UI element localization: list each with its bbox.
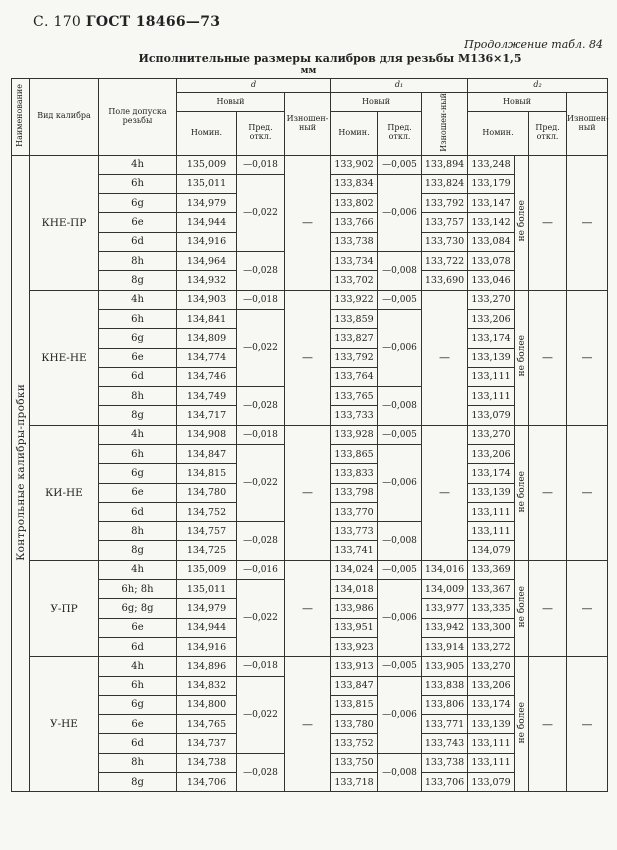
d-nominal: 135,011 (177, 580, 237, 599)
tolerance-grade: 6d (99, 232, 177, 251)
tolerance-grade: 6d (99, 637, 177, 656)
d2-nominal: 133,248 (468, 155, 515, 174)
d2-worn-dash: — (567, 155, 608, 290)
d1-worn: 133,905 (422, 657, 468, 676)
d-nominal: 135,011 (177, 174, 237, 193)
d-nominal: 134,979 (177, 599, 237, 618)
tolerance-grade: 8h (99, 252, 177, 271)
d2-nominal: 133,300 (468, 618, 515, 637)
tolerance-grade: 6g (99, 695, 177, 714)
d2-deviation-dash: — (529, 560, 567, 656)
d1-deviation: —0,005 (378, 290, 422, 309)
d1-worn: 133,942 (422, 618, 468, 637)
col-d-pred: Пред. откл. (237, 112, 285, 156)
d-nominal: 135,009 (177, 155, 237, 174)
d1-deviation: —0,008 (378, 522, 422, 561)
d1-worn: 133,824 (422, 174, 468, 193)
d1-deviation: —0,006 (378, 676, 422, 753)
d-nominal: 134,847 (177, 444, 237, 463)
tolerance-grade: 4h (99, 425, 177, 444)
d1-nominal: 133,765 (331, 387, 378, 406)
d-deviation: —0,018 (237, 657, 285, 676)
gauge-type-name: У-ПР (30, 560, 99, 656)
d1-worn: 133,771 (422, 715, 468, 734)
d2-limit-cell (515, 425, 529, 560)
d1-worn: 133,838 (422, 676, 468, 695)
d-nominal: 134,841 (177, 309, 237, 328)
d-nominal: 134,903 (177, 290, 237, 309)
col-d2-nom: Номин. (468, 112, 529, 156)
tolerance-grade: 6g (99, 194, 177, 213)
d2-nominal: 133,046 (468, 271, 515, 290)
d1-nominal: 133,815 (331, 695, 378, 714)
d1-nominal: 133,733 (331, 406, 378, 425)
d-deviation: —0,028 (237, 522, 285, 561)
d1-deviation: —0,006 (378, 174, 422, 251)
d1-nominal: 133,792 (331, 348, 378, 367)
tolerance-grade: 6e (99, 715, 177, 734)
d-nominal: 134,800 (177, 695, 237, 714)
d-nominal: 134,916 (177, 232, 237, 251)
tolerance-grade: 6h (99, 309, 177, 328)
d2-nominal: 133,272 (468, 637, 515, 656)
d2-nominal: 133,270 (468, 290, 515, 309)
d1-deviation: —0,006 (378, 309, 422, 386)
gauge-type-name: КНЕ-ПР (30, 155, 99, 290)
d2-limit-note: не более (516, 586, 527, 628)
d-deviation: —0,022 (237, 174, 285, 251)
d-nominal: 134,979 (177, 194, 237, 213)
d1-worn: 133,757 (422, 213, 468, 232)
d1-nominal: 133,750 (331, 753, 378, 772)
table-body (12, 155, 608, 792)
d1-nominal: 134,018 (331, 580, 378, 599)
d-nominal: 134,809 (177, 329, 237, 348)
d2-limit-note: не более (516, 702, 527, 744)
tolerance-grade: 6g (99, 464, 177, 483)
d1-worn: 133,730 (422, 232, 468, 251)
d2-worn-dash: — (567, 560, 608, 656)
d1-nominal: 133,859 (331, 309, 378, 328)
d1-nominal: 133,928 (331, 425, 378, 444)
d2-nominal: 133,367 (468, 580, 515, 599)
col-vid: Вид калибра (30, 79, 99, 156)
d-worn-dash: — (285, 290, 331, 425)
d1-nominal: 133,865 (331, 444, 378, 463)
d2-worn-dash: — (567, 657, 608, 792)
d2-limit-cell (515, 560, 529, 656)
d2-nominal: 133,139 (468, 483, 515, 502)
d1-nominal: 133,913 (331, 657, 378, 676)
d1-worn: 133,806 (422, 695, 468, 714)
d1-nominal: 133,833 (331, 464, 378, 483)
d1-nominal: 133,770 (331, 502, 378, 521)
d-deviation: —0,028 (237, 753, 285, 792)
d2-deviation-dash: — (529, 425, 567, 560)
table-row (12, 657, 608, 676)
gauge-type-name: КИ-НЕ (30, 425, 99, 560)
tolerance-grade: 6e (99, 213, 177, 232)
group-label: Контрольные калибры-пробки (14, 383, 27, 561)
d2-nominal: 133,111 (468, 502, 515, 521)
d1-deviation: —0,008 (378, 252, 422, 291)
d2-nominal: 133,079 (468, 406, 515, 425)
tolerance-grade: 8h (99, 753, 177, 772)
d-nominal: 135,009 (177, 560, 237, 579)
d1-nominal: 134,024 (331, 560, 378, 579)
col-d: d (177, 79, 331, 93)
d1-nominal: 133,798 (331, 483, 378, 502)
d2-nominal: 133,111 (468, 522, 515, 541)
d1-nominal: 133,827 (331, 329, 378, 348)
d1-worn: 133,914 (422, 637, 468, 656)
d1-deviation: —0,005 (378, 560, 422, 579)
d-worn-dash: — (285, 425, 331, 560)
d1-nominal: 133,734 (331, 252, 378, 271)
d-nominal: 134,725 (177, 541, 237, 560)
d2-limit-cell (515, 657, 529, 792)
d-deviation: —0,028 (237, 387, 285, 426)
d2-limit-note: не более (516, 470, 527, 512)
d2-limit-note: не более (516, 335, 527, 377)
d-deviation: —0,018 (237, 425, 285, 444)
table-title: Исполнительные размеры калибров для резьбы М136×1,5 (138, 52, 522, 65)
d1-worn: 133,977 (422, 599, 468, 618)
tolerance-grade: 6d (99, 734, 177, 753)
d1-deviation: —0,008 (378, 387, 422, 426)
d2-nominal: 133,079 (468, 773, 515, 792)
d2-nominal: 133,078 (468, 252, 515, 271)
d2-nominal: 133,139 (468, 715, 515, 734)
d2-nominal: 133,147 (468, 194, 515, 213)
d-nominal: 134,717 (177, 406, 237, 425)
tolerance-grade: 4h (99, 290, 177, 309)
d1-nominal: 133,718 (331, 773, 378, 792)
col-d2-izn: Изношен-ный (567, 93, 608, 156)
tolerance-grade: 4h (99, 657, 177, 676)
d2-deviation-dash: — (529, 290, 567, 425)
d1-nominal: 133,780 (331, 715, 378, 734)
d-nominal: 134,746 (177, 367, 237, 386)
d2-nominal: 133,111 (468, 734, 515, 753)
gauge-type-name: КНЕ-НЕ (30, 290, 99, 425)
tolerance-grade: 8h (99, 522, 177, 541)
d2-nominal: 133,179 (468, 174, 515, 193)
d2-nominal: 133,174 (468, 329, 515, 348)
col-d1-new: Новый (331, 93, 422, 112)
table-row (12, 290, 608, 309)
d-nominal: 134,908 (177, 425, 237, 444)
d-deviation: —0,022 (237, 676, 285, 753)
dimensions-table (11, 78, 608, 792)
d1-worn: 134,009 (422, 580, 468, 599)
d-nominal: 134,964 (177, 252, 237, 271)
d1-nominal: 133,986 (331, 599, 378, 618)
d2-limit-note: не более (516, 200, 527, 242)
col-naimenovanie: Наименование (12, 79, 30, 156)
d-deviation: —0,022 (237, 580, 285, 657)
d-nominal: 134,944 (177, 213, 237, 232)
d-nominal: 134,916 (177, 637, 237, 656)
tolerance-grade: 8g (99, 773, 177, 792)
d2-nominal: 133,111 (468, 387, 515, 406)
tolerance-grade: 8g (99, 541, 177, 560)
d1-nominal: 133,922 (331, 290, 378, 309)
d-worn-dash: — (285, 560, 331, 656)
d2-nominal: 133,174 (468, 695, 515, 714)
d-nominal: 134,832 (177, 676, 237, 695)
table-row (12, 560, 608, 579)
col-d2-new: Новый (468, 93, 567, 112)
d-nominal: 134,765 (177, 715, 237, 734)
d2-limit-cell (515, 155, 529, 290)
d-nominal: 134,932 (177, 271, 237, 290)
d-nominal: 134,752 (177, 502, 237, 521)
d1-nominal: 133,951 (331, 618, 378, 637)
d-nominal: 134,738 (177, 753, 237, 772)
col-d-nom: Номин. (177, 112, 237, 156)
d-nominal: 134,944 (177, 618, 237, 637)
d2-nominal: 133,206 (468, 676, 515, 695)
tolerance-grade: 6e (99, 618, 177, 637)
tolerance-grade: 8h (99, 387, 177, 406)
d-nominal: 134,737 (177, 734, 237, 753)
d-worn-dash: — (285, 657, 331, 792)
d1-deviation: —0,005 (378, 657, 422, 676)
d1-worn: 133,690 (422, 271, 468, 290)
d2-nominal: 133,369 (468, 560, 515, 579)
d2-nominal: 133,139 (468, 348, 515, 367)
col-pole: Поле допуска резьбы (99, 79, 177, 156)
d2-deviation-dash: — (529, 657, 567, 792)
tolerance-grade: 6d (99, 502, 177, 521)
d2-nominal: 133,111 (468, 367, 515, 386)
d1-nominal: 133,773 (331, 522, 378, 541)
tolerance-grade: 8g (99, 406, 177, 425)
tolerance-grade: 6h (99, 676, 177, 695)
tolerance-grade: 6e (99, 348, 177, 367)
col-d2-pred: Пред. откл. (529, 112, 567, 156)
group-label-cell (12, 155, 30, 792)
col-d1-pred: Пред. откл. (378, 112, 422, 156)
tolerance-grade: 6h (99, 444, 177, 463)
d2-worn-dash: — (567, 290, 608, 425)
tolerance-grade: 6h (99, 174, 177, 193)
d2-nominal: 133,174 (468, 464, 515, 483)
d2-nominal: 133,111 (468, 753, 515, 772)
col-d2: d₂ (468, 79, 608, 93)
d-nominal: 134,780 (177, 483, 237, 502)
d2-nominal: 133,206 (468, 309, 515, 328)
tolerance-grade: 6g; 8g (99, 599, 177, 618)
d-deviation: —0,028 (237, 252, 285, 291)
d1-worn-dash: — (422, 425, 468, 560)
d1-worn: 133,894 (422, 155, 468, 174)
d1-worn: 133,706 (422, 773, 468, 792)
d1-nominal: 133,802 (331, 194, 378, 213)
col-d1-nom: Номин. (331, 112, 378, 156)
d1-worn-dash: — (422, 290, 468, 425)
tolerance-grade: 6h; 8h (99, 580, 177, 599)
page-prefix: С. 170 (33, 14, 82, 30)
d1-worn: 133,792 (422, 194, 468, 213)
col-d-new: Новый (177, 93, 285, 112)
d1-worn: 133,738 (422, 753, 468, 772)
continuation-note: Продолжение табл. 84 (464, 38, 603, 51)
gauge-type-name: У-НЕ (30, 657, 99, 792)
d1-deviation: —0,005 (378, 425, 422, 444)
tolerance-grade: 4h (99, 155, 177, 174)
d-nominal: 134,757 (177, 522, 237, 541)
d2-limit-cell (515, 290, 529, 425)
d2-nominal: 133,270 (468, 425, 515, 444)
d-deviation: —0,018 (237, 290, 285, 309)
d2-nominal: 133,142 (468, 213, 515, 232)
tolerance-grade: 4h (99, 560, 177, 579)
d-nominal: 134,774 (177, 348, 237, 367)
standard-number: ГОСТ 18466—73 (85, 14, 221, 30)
d2-deviation-dash: — (529, 155, 567, 290)
col-d1: d₁ (331, 79, 468, 93)
d2-nominal: 133,335 (468, 599, 515, 618)
tolerance-grade: 6e (99, 483, 177, 502)
d1-nominal: 133,902 (331, 155, 378, 174)
d1-nominal: 133,834 (331, 174, 378, 193)
d1-deviation: —0,006 (378, 444, 422, 521)
d1-nominal: 133,738 (331, 232, 378, 251)
d1-nominal: 133,847 (331, 676, 378, 695)
d-deviation: —0,016 (237, 560, 285, 579)
tolerance-grade: 8g (99, 271, 177, 290)
d2-worn-dash: — (567, 425, 608, 560)
table-row (12, 425, 608, 444)
d1-worn: 133,722 (422, 252, 468, 271)
d1-nominal: 133,766 (331, 213, 378, 232)
d-nominal: 134,706 (177, 773, 237, 792)
col-d-izn: Изношен-ный (285, 93, 331, 156)
col-d1-izn: Изношен-ный (422, 93, 468, 156)
d-deviation: —0,018 (237, 155, 285, 174)
d1-deviation: —0,006 (378, 580, 422, 657)
d1-nominal: 133,702 (331, 271, 378, 290)
d-deviation: —0,022 (237, 309, 285, 386)
table-row (12, 155, 608, 174)
d1-nominal: 133,752 (331, 734, 378, 753)
d1-worn: 134,016 (422, 560, 468, 579)
d-worn-dash: — (285, 155, 331, 290)
d2-nominal: 133,084 (468, 232, 515, 251)
d1-deviation: —0,005 (378, 155, 422, 174)
d2-nominal: 134,079 (468, 541, 515, 560)
page-header (33, 14, 220, 30)
tolerance-grade: 6g (99, 329, 177, 348)
d-deviation: —0,022 (237, 444, 285, 521)
d-nominal: 134,815 (177, 464, 237, 483)
d2-nominal: 133,206 (468, 444, 515, 463)
tolerance-grade: 6d (99, 367, 177, 386)
d-nominal: 134,896 (177, 657, 237, 676)
d1-worn: 133,743 (422, 734, 468, 753)
d1-deviation: —0,008 (378, 753, 422, 792)
d1-nominal: 133,764 (331, 367, 378, 386)
d2-nominal: 133,270 (468, 657, 515, 676)
units-label: мм (300, 66, 317, 76)
d1-nominal: 133,923 (331, 637, 378, 656)
d-nominal: 134,749 (177, 387, 237, 406)
d1-nominal: 133,741 (331, 541, 378, 560)
